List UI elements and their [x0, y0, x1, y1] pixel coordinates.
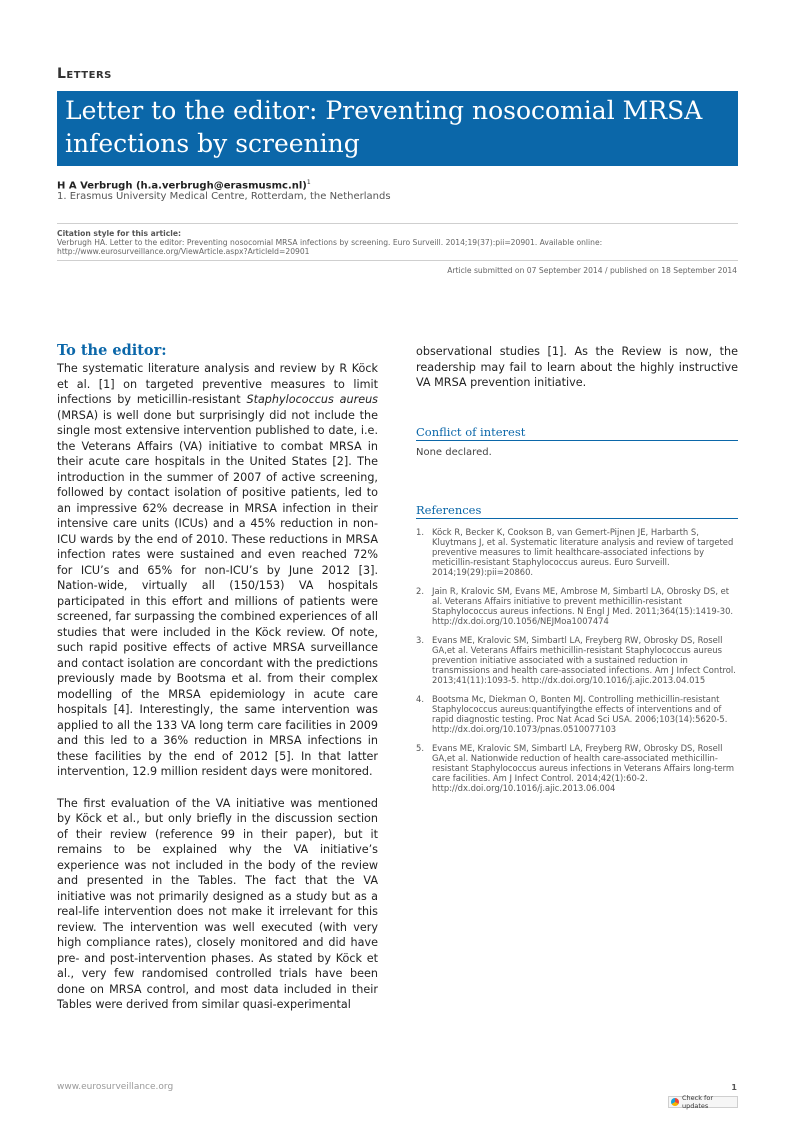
citation-text: Verbrugh HA. Letter to the editor: Preventing nosocomial MRSA infections by screening. Euro Surveill. 2014;19(37):pii=20901. Available online: http://www.eurosurveillance.org/ViewArticle.aspx?ArticleId=20901	[57, 238, 603, 256]
main-column	[57, 342, 378, 1013]
divider	[57, 223, 738, 224]
reference-text: Evans ME, Kralovic SM, Simbartl LA, Freyberg RW, Obrosky DS, Rosell GA,et al. Nationwide reduction of health care-associated methicillin-resistant Staphylococcus aureus infections in Veterans Affairs long-term care facilities. Am J Infect Control. 2014;42(1):60-2. http://dx.doi.org/10.1016/j.ajic.2013.06.004	[432, 742, 735, 793]
footer-website[interactable]: www.eurosurveillance.org	[57, 1082, 174, 1092]
check-for-updates-label: Check for updates	[682, 1094, 713, 1110]
paragraph-1	[57, 361, 378, 780]
reference-text: Bootsma Mc, Diekman O, Bonten MJ. Controlling methicillin-resistant Staphylococcus aureus:quantifyingthe effects of interventions and of rapid diagnostic testing. Proc Nat Acad Sci USA. 2006;103(14):5620-5. http://dx.doi.org/10.1073/pnas.0510077103	[432, 693, 728, 734]
reference-item	[416, 694, 738, 734]
reference-number: 4.	[416, 693, 424, 704]
salutation-heading: To the editor:	[57, 342, 167, 359]
conflict-text: None declared.	[416, 446, 492, 458]
page-number: 1	[731, 1083, 737, 1092]
author-name: H A Verbrugh (h.a.verbrugh@erasmusmc.nl)	[57, 180, 307, 192]
species-name: Staphylococcus aureus	[246, 393, 379, 406]
reference-item	[416, 527, 738, 577]
reference-text: Köck R, Becker K, Cookson B, van Gemert-Pijnen JE, Harbarth S, Kluytmans J, et al. Systematic literature analysis and review of targeted preventive measures to limit healthcare-associated infections by meticillin-resistant Staphylococcus aureus. Euro Surveill. 2014;19(29):pii=20860.	[432, 526, 734, 577]
citation-label: Citation style for this article:	[57, 229, 182, 238]
references-heading: References	[416, 503, 738, 519]
reference-item	[416, 743, 738, 793]
author-affiliation-marker: 1	[306, 179, 311, 186]
article-title: Letter to the editor: Preventing nosocomial MRSA infections by screening	[65, 96, 703, 158]
paragraph-1-rest: (MRSA) is well done but surprisingly did not include the single most extensive intervention published to date, i.e. the Veterans Affairs (VA) initiative to combat MRSA in their acute care hospitals in the United States [2]. The introduction in the summer of 2007 of active screening, followed by contact isolation of positive patients, led to an impressive 62% decrease in MRSA infection in their intensive care units (ICUs) and a 45% reduction in non-ICU wards by the end of 2010. These reductions in MRSA infection rates were sustained and even reached 72% for ICU’s and 65% for non-ICU’s by June 2012 [3]. Nation-wide, virtually all (150/153) VA hospitals participated in this effort and millions of patients were screened, far surpassing the combined experiences of all studies that were included in the Köck review. Of note, such rapid positive effects of active MRSA surveillance and contact isolation are concordant with the predictions previously made by Bootsma et al. from their complex modelling of the MRSA epidemiology in acute care hospitals [4]. Interestingly, the same intervention was applied to all the 133 VA long term care facilities in 2009 and this led to a 36% reduction in MRSA infections in these facilities by the end of 2012 [5]. In that latter intervention, 12.9 million resident days were monitored.	[57, 408, 378, 778]
reference-number: 3.	[416, 634, 424, 645]
crossmark-icon	[671, 1098, 679, 1106]
section-label: Letters	[57, 66, 112, 82]
reference-item	[416, 586, 738, 626]
conflict-heading: Conflict of interest	[416, 425, 738, 441]
reference-number: 1.	[416, 526, 424, 537]
title-banner	[57, 91, 738, 166]
author-affiliation: 1. Erasmus University Medical Centre, Rotterdam, the Netherlands	[57, 191, 391, 202]
check-for-updates-button[interactable]	[668, 1096, 738, 1108]
author-line	[57, 179, 311, 191]
divider	[57, 260, 738, 261]
reference-item	[416, 635, 738, 685]
reference-list	[416, 527, 738, 793]
side-column	[416, 344, 738, 802]
citation-block	[57, 229, 738, 256]
paragraph-1-start: The systematic literature analysis and review by R Köck et al. [1] on targeted preventive measures to limit infections by meticillin-resistant	[57, 362, 378, 406]
submission-dates: Article submitted on 07 September 2014 / published on 18 September 2014	[447, 266, 737, 275]
reference-text: Evans ME, Kralovic SM, Simbartl LA, Freyberg RW, Obrosky DS, Rosell GA,et al. Veterans Affairs methicillin-resistant Staphylococcus aureus prevention initiative associated with a sustained reduction in transmissions and health care-associated infections. Am J Infect Control. 2013;41(11):1093-5. http://dx.doi.org/10.1016/j.ajic.2013.04.015	[432, 634, 736, 685]
paragraph-2-continued: observational studies [1]. As the Review is now, the readership may fail to learn about the highly instructive VA MRSA prevention initiative.	[416, 345, 738, 389]
reference-number: 2.	[416, 585, 424, 596]
reference-text: Jain R, Kralovic SM, Evans ME, Ambrose M, Simbartl LA, Obrosky DS, et al. Veterans Affairs initiative to prevent methicillin-resistant Staphylococcus aureus infections. N Engl J Med. 2011;364(15):1419-30. http://dx.doi.org/10.1056/NEJMoa1007474	[432, 585, 734, 626]
reference-number: 5.	[416, 742, 424, 753]
paragraph-2: The first evaluation of the VA initiative was mentioned by Köck et al., but only briefly in the discussion section of their review (reference 99 in their paper), but it remains to be explained why the VA initiative’s experience was not included in the body of the review and presented in the Tables. The fact that the VA initiative was not primarily designed as a study but as a real-life intervention does not make it irrelevant for this review. The intervention was well executed (with very high compliance rates), closely monitored and did have pre- and post-intervention phases. As stated by Köck et al., very few randomised controlled trials have been done on MRSA control, and most data included in their Tables were derived from similar quasi-experimental	[57, 796, 378, 1011]
